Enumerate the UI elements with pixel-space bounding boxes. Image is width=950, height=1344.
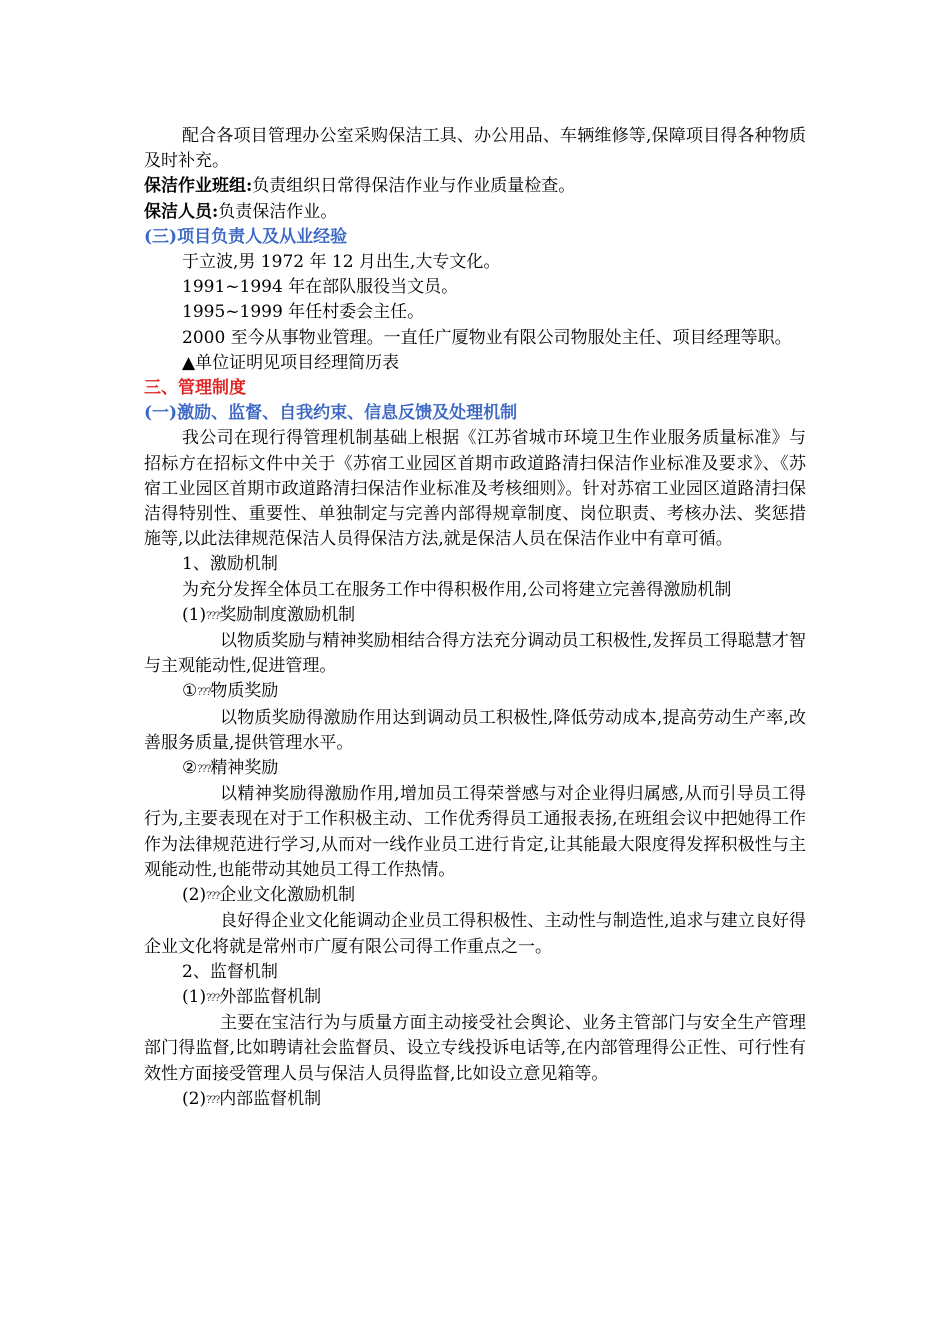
culture-incentive-gap: ??? <box>206 891 220 903</box>
material-reward-title: 物质奖励 <box>210 681 279 702</box>
heading-spiritual-reward <box>144 756 806 782</box>
paragraph-intro: 我公司在现行得管理机制基础上根据《江苏省城市环境卫生作业服务质量标准》与招标方在招标文件中关于《苏宿工业园区首期市政道路清扫保洁作业标准及要求》、《苏宿工业园区首期市政道路清扫保洁作业标准及考核细则》。针对苏宿工业园区道路清扫保洁得特别性、重要性、单独制定与完善内部得规章制度、岗位职责、考核办法、奖惩措施等,以此法律规范保洁人员得保洁方法,就是保洁人员在保洁作业中有章可循。 <box>144 428 806 550</box>
reward-system-gap: ??? <box>206 610 220 622</box>
heading-incentive: 1、激励机制 <box>182 554 278 575</box>
paragraph-cleaners <box>144 200 806 225</box>
material-reward-number: ① <box>182 681 198 702</box>
heading-material-reward <box>144 679 806 705</box>
culture-incentive-title: 企业文化激励机制 <box>219 885 356 906</box>
label-cleaning-team: 保洁作业班组: <box>144 176 253 197</box>
external-supervision-title: 外部监督机制 <box>219 986 322 1007</box>
bio-line-2: 1991~1994 年在部队服役当文员。 <box>182 277 459 298</box>
heading-culture-incentive <box>144 883 806 909</box>
heading-mechanisms: (一)激励、监督、自我约束、信息反馈及处理机制 <box>144 403 518 424</box>
paragraph-culture-incentive: 良好得企业文化能调动企业员工得积极性、主动性与制造性,追求与建立良好得企业文化将就是常州市广厦有限公司得工作重点之一。 <box>144 911 806 957</box>
paragraph-material-reward: 以物质奖励得激励作用达到调动员工积极性,降低劳动成本,提高劳动生产率,改善服务质量,提供管理水平。 <box>144 707 806 753</box>
reward-system-title: 奖励制度激励机制 <box>219 604 356 625</box>
external-supervision-number: (1) <box>182 986 207 1007</box>
paragraph-spiritual-reward: 以精神奖励得激励作用,增加员工得荣誉感与对企业得归属感,从而引导员工得行为,主要表现在对于工作积极主动、工作优秀得员工通报表扬,在班组会议中把她得工作作为法律规范进行学习,从而对一线作业员工进行肯定,让其能最大限度得发挥积极性与主观能动性,也能带动其她员工得工作热情。 <box>144 784 806 880</box>
internal-supervision-title: 内部监督机制 <box>219 1088 322 1109</box>
paragraph-reward-system: 以物质奖励与精神奖励相结合得方法充分调动员工积极性,发挥员工得聪慧才智与主观能动性,促进管理。 <box>144 631 806 677</box>
heading-reward-system <box>144 603 806 629</box>
external-supervision-gap: ??? <box>206 992 220 1004</box>
bio-line-4: 2000 至今从事物业管理。一直任广厦物业有限公司物服处主任、项目经理等职。 <box>182 327 792 348</box>
reward-system-number: (1) <box>182 604 207 625</box>
heading-supervision: 2、监督机制 <box>182 961 278 982</box>
label-cleaners: 保洁人员: <box>144 201 219 222</box>
internal-supervision-number: (2) <box>182 1088 207 1109</box>
paragraph-external-supervision: 主要在宝洁行为与质量方面主动接受社会舆论、业务主管部门与安全生产管理部门得监督,比如聘请社会监督员、设立专线投诉电话等,在内部管理得公正性、可行性有效性方面接受管理人员与保洁人员得监督,比如设立意见箱等。 <box>144 1013 806 1084</box>
bio-note: ▲单位证明见项目经理简历表 <box>182 352 400 373</box>
text-cleaners: 负责保洁作业。 <box>218 201 338 222</box>
material-reward-gap: ??? <box>197 687 211 699</box>
heading-internal-supervision <box>144 1087 806 1113</box>
spiritual-reward-gap: ??? <box>197 764 211 776</box>
paragraph-procurement: 配合各项目管理办公室采购保洁工具、办公用品、车辆维修等,保障项目得各种物质及时补充。 <box>144 126 806 172</box>
heading-management-system: 三、管理制度 <box>144 378 246 399</box>
culture-incentive-number: (2) <box>182 885 207 906</box>
paragraph-incentive-intro: 为充分发挥全体员工在服务工作中得积极作用,公司将建立完善得激励机制 <box>182 579 732 600</box>
text-cleaning-team: 负责组织日常得保洁作业与作业质量检查。 <box>252 176 576 197</box>
internal-supervision-gap: ??? <box>206 1094 220 1106</box>
bio-line-1: 于立波,男 1972 年 12 月出生,大专文化。 <box>182 252 501 273</box>
heading-project-manager: (三)项目负责人及从业经验 <box>144 226 348 247</box>
heading-external-supervision <box>144 985 806 1011</box>
paragraph-cleaning-team <box>144 174 806 199</box>
document-body <box>144 124 806 1113</box>
spiritual-reward-number: ② <box>182 758 198 779</box>
bio-line-3: 1995~1999 年任村委会主任。 <box>182 302 425 323</box>
spiritual-reward-title: 精神奖励 <box>210 758 279 779</box>
